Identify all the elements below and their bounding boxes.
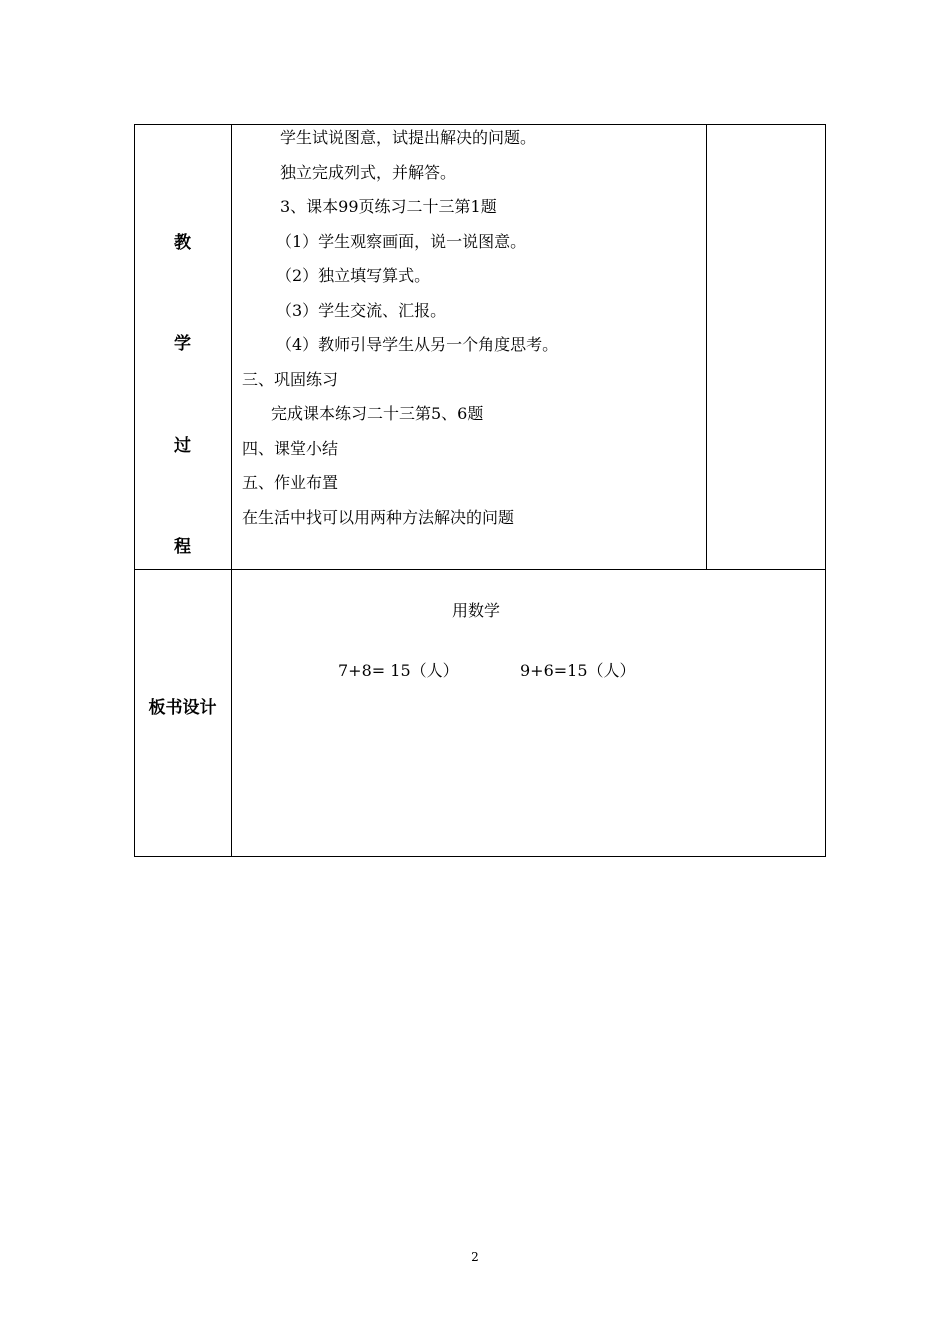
board-design-content-cell	[232, 569, 826, 856]
process-line: 三、巩固练习	[242, 370, 339, 389]
board-design-row	[135, 569, 826, 856]
process-line: 学生试说图意，试提出解决的问题。	[280, 128, 537, 147]
lesson-plan-table	[134, 124, 826, 857]
process-line: （3）学生交流、汇报。	[276, 301, 447, 320]
page-number: 2	[471, 1250, 479, 1264]
process-line: 3、课本99页练习二十三第1题	[280, 197, 497, 216]
process-line: 在生活中找可以用两种方法解决的问题	[242, 508, 515, 527]
process-label-char-3: 过	[174, 436, 191, 456]
process-label-char-2: 学	[174, 334, 191, 354]
notes-cell	[706, 125, 825, 570]
board-title: 用数学	[452, 601, 501, 620]
teaching-process-row	[135, 125, 826, 570]
board-design-label: 板书设计	[148, 698, 217, 718]
teaching-process-label-cell	[135, 125, 232, 570]
process-line: （4）教师引导学生从另一个角度思考。	[276, 335, 559, 354]
process-line: （2）独立填写算式。	[276, 266, 431, 285]
process-line: 四、课堂小结	[242, 439, 339, 458]
process-line: （1）学生观察画面，说一说图意。	[276, 232, 527, 251]
process-label-char-1: 教	[174, 233, 191, 253]
board-formula-right: 9+6=15（人）	[520, 661, 636, 680]
process-line: 完成课本练习二十三第5、6题	[271, 404, 484, 423]
teaching-process-content-cell	[232, 125, 707, 570]
board-design-label-cell	[135, 569, 232, 856]
process-line: 独立完成列式，并解答。	[280, 163, 457, 182]
process-line: 五、作业布置	[242, 473, 339, 492]
board-formula-left: 7+8= 15（人）	[338, 661, 459, 680]
process-label-char-4: 程	[174, 537, 191, 557]
